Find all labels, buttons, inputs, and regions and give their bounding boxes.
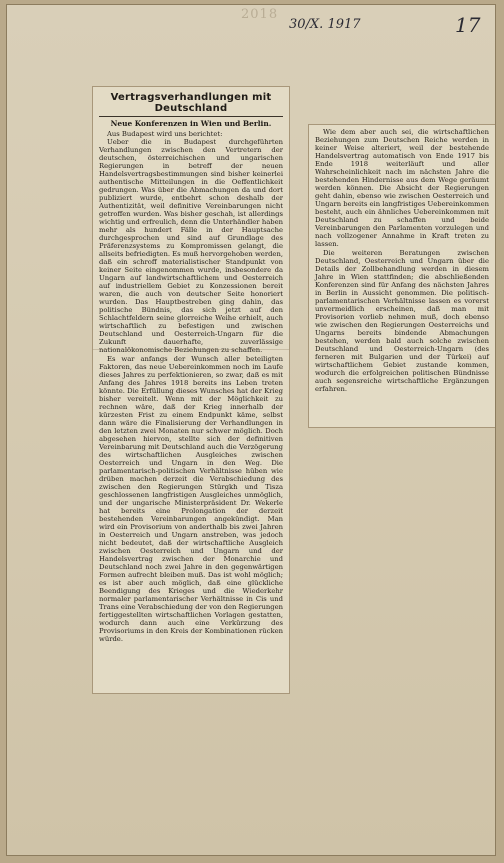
newspaper-clipping-right bbox=[309, 125, 495, 427]
fold-line bbox=[93, 349, 289, 350]
handwritten-date: 30/X. 1917 bbox=[289, 17, 361, 32]
article-paragraph: Es war anfangs der Wunsch aller beteiligten Faktoren, das neue Uebereinkommen noch im Laufe dieses Jahres zu perfektionieren, so zwar, daß es mit Anfang des Jahres 1918 bereits ins Leben treten könnte. Die Erfüllung dieses Wunsches hat der Krieg bisher vereitelt. Wenn mit der Möglichkeit zu rechnen wäre, daß der Krieg innerhalb der kürzesten Frist zu einem Endpunkt käme, selbst dann wäre die Finalisierung der Verhandlungen in den letzten zwei Monaten nur schwer möglich. Doch abgesehen hiervon, stellte sich der definitiven Vereinbarung mit Deutschland auch die Verzögerung des wirtschaftlichen Ausgleiches zwischen Oesterreich und Ungarn in den Weg. Die parlamentarisch-politischen Verhältnisse hüben wie drüben machen derzeit die Verabschiedung des zwischen den Regierungen Stürgkh und Tisza geschlossenen langfristigen Ausgleiches unmöglich, und der ungarische Ministerpräsident Dr. Wekerle hat bereits eine Prolongation der derzeit bestehenden Vereinbarungen angekündigt. Man wird ein Provisorium von anderthalb bis zwei Jahren in Oesterreich und Ungarn anstreben, was jedoch nicht bedeutet, daß der wirtschaftliche Ausgleich zwischen Oesterreich und Ungarn und der Handelsvertrag zwischen der Monarchie und Deutschland noch zwei Jahre in den gegenwärtigen Formen aufrecht bleiben muß. Das ist wohl möglich; es ist aber auch möglich, daß eine glückliche Beendigung des Krieges und die Wiederkehr normaler parlamentarischer Verhältnisse in Cis und Trans eine Verabschiedung der von den Regierungen fertiggestellten wirtschaftlichen Vorlagen gestatten, wodurch dann auch eine Verkürzung des Provisoriums in den Kreis der Kombinationen rücken würde. bbox=[99, 355, 283, 643]
article-paragraph: Ueber die in Budapest durchgeführten Verhandlungen zwischen den Vertretern der deutschen, österreichischen und ungarischen Regierungen in betreff der neuen Handelsvertragsbestimmungen sind bisher keinerlei authentische Mitteilungen in die Oeffentlichkeit gedrungen. Was über die Abmachungen da und dort publiziert wurde, entbehrt schon deshalb der Authentizität, weil definitive Vereinbarungen nicht getroffen wurden. Was bisher geschah, ist allerdings wichtig und erfreulich, denn die Unterhändler haben mehr als hundert Fälle in der Hauptsache durchgesprochen und sind auf Grundlage des Präferenzsystems zu Kompromissen gelangt, die allseits befriedigten. Es muß hervorgehoben werden, daß ein schroff materialistischer Standpunkt von keiner Seite eingenommen wurde, insbesondere da Ungarn auf landwirtschaftlichem und Oesterreich auf industriellem Gebiet zu Konzessionen bereit waren, die auch von deutscher Seite honoriert wurden. Das Hauptbestreben ging dahin, das politische Bündnis, das sich jetzt auf den Schlachtfeldern seine glorreiche Weihe erhielt, auch wirtschaftlich zu befestigen und zwischen Deutschland und Oesterreich-Ungarn für die Zukunft dauerhafte, zuverlässige nationalökonomische Beziehungen zu schaffen. bbox=[99, 138, 283, 354]
archive-stamp: 2018 bbox=[241, 7, 279, 22]
archive-sheet bbox=[6, 4, 496, 856]
article-headline: Vertragsverhandlungen mit Deutschland bbox=[99, 92, 283, 117]
article-subheadline: Neue Konferenzen in Wien und Berlin. bbox=[110, 119, 272, 128]
handwritten-sheet-number: 17 bbox=[455, 13, 481, 37]
article-paragraph: Wie dem aber auch sei, die wirtschaftlichen Beziehungen zum Deutschen Reiche werden in keiner Weise alteriert, weil der bestehende Handelsvertrag automatisch von Ende 1917 bis Ende 1918 weiterläuft und aller Wahrscheinlichkeit nach im nächsten Jahre die bestehenden Hindernisse aus dem Wege geräumt werden können. Die Absicht der Regierungen geht dahin, ebenso wie zwischen Oesterreich und Ungarn bereits ein langfristiges Uebereinkommen besteht, auch ein ähnliches Uebereinkommen mit Deutschland zu schaffen und beide Vereinbarungen den Parlamenten vorzulegen und nach vollzogener Annahme in Kraft treten zu lassen. bbox=[315, 128, 489, 248]
article-paragraph: Die weiteren Beratungen zwischen Deutschland, Oesterreich und Ungarn über die Details der Zollbehandlung werden in diesem Jahre in Wien stattfinden; die abschließenden Konferenzen sind für Anfang des nächsten Jahres in Berlin in Aussicht genommen. Die politisch-parlamentarischen Verhältnisse lassen es vorerst unvermeidlich erscheinen, daß man mit Provisorien vorlieb nehmen muß, doch ebenso wie zwischen den Regierungen Oesterreichs und Ungarns bereits bindende Abmachungen bestehen, werden bald auch solche zwischen Deutschland und Oesterreich-Ungarn (des ferneren mit Bulgarien und der Türkei) auf wirtschaftlichem Gebiet zustande kommen, wodurch die erfolgreichen politischen Bündnisse auch segensreiche wirtschaftliche Ergänzungen erfahren. bbox=[315, 249, 489, 393]
article-dateline: Aus Budapest wird uns berichtet: bbox=[107, 130, 223, 138]
newspaper-clipping-left bbox=[93, 87, 289, 693]
